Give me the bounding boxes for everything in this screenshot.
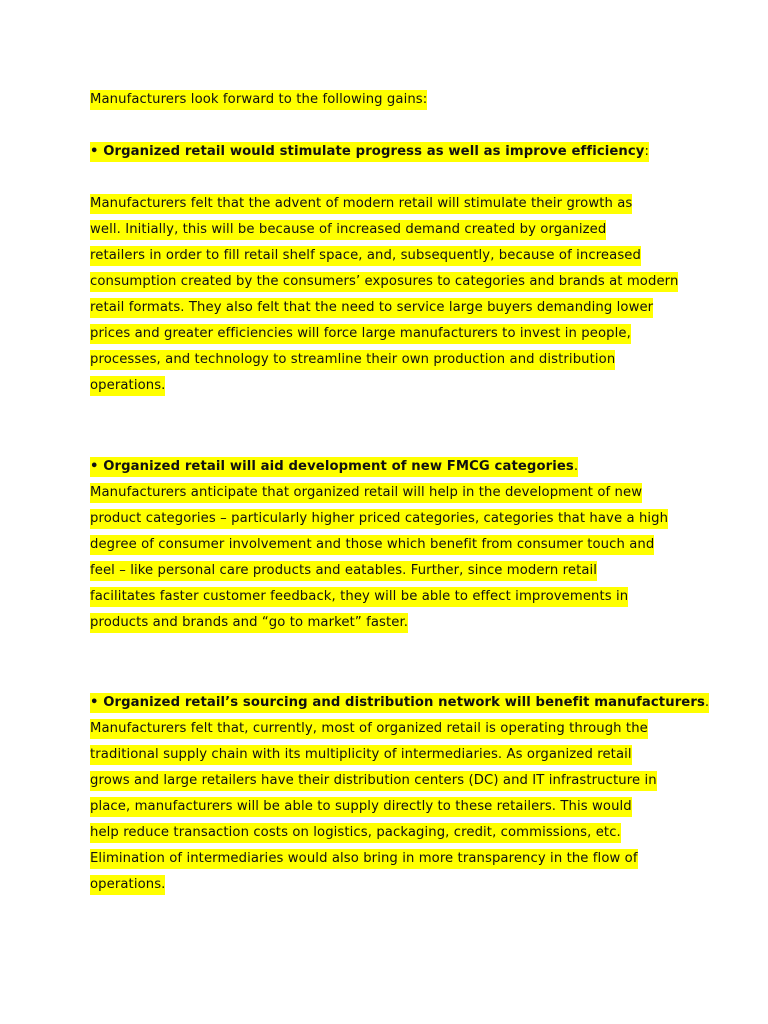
intro-line [90,90,427,110]
intro-text: Manufacturers look forward to the following gains: [90,90,427,110]
section-3-heading-text: • Organized retail’s sourcing and distribution network will benefit manufacturers [90,693,705,713]
section-3-line [90,745,632,765]
section-1-line-text: retail formats. They also felt that the need to service large buyers demanding lower [90,298,653,318]
section-1-line-text: well. Initially, this will be because of increased demand created by organized [90,220,606,240]
section-1-line [90,246,641,266]
section-1-line-text: Manufacturers felt that the advent of modern retail will stimulate their growth as [90,194,632,214]
section-1-line [90,350,615,370]
section-1-line [90,324,631,344]
section-1-line-text: prices and greater efficiencies will force large manufacturers to invest in people, [90,324,631,344]
section-3-line [90,771,657,791]
section-2-line-text: Manufacturers anticipate that organized retail will help in the development of new [90,483,642,503]
section-2-line-text: products and brands and “go to market” faster. [90,613,408,633]
section-2-line [90,483,642,503]
section-1-line [90,376,165,396]
section-2-line-text: feel – like personal care products and eatables. Further, since modern retail [90,561,597,581]
section-3-heading [90,693,709,713]
section-3-line [90,823,621,843]
section-1-line-text: retailers in order to fill retail shelf space, and, subsequently, because of increased [90,246,641,266]
section-1-line-text: consumption created by the consumers’ exposures to categories and brands at modern [90,272,678,292]
section-3-line-text: traditional supply chain with its multiplicity of intermediaries. As organized retail [90,745,632,765]
section-1-line [90,298,653,318]
section-2-line [90,613,408,633]
section-3-line-text: operations. [90,875,165,895]
section-2-line [90,535,654,555]
section-2-line-text: facilitates faster customer feedback, they will be able to effect improvements in [90,587,628,607]
section-1-line-text: processes, and technology to streamline their own production and distribution [90,350,615,370]
section-2-heading [90,457,578,477]
section-1-line [90,272,678,292]
section-3-line [90,797,632,817]
section-3-line-text: Elimination of intermediaries would also bring in more transparency in the flow of [90,849,638,869]
section-3-line [90,719,648,739]
section-3-line-text: grows and large retailers have their distribution centers (DC) and IT infrastructure in [90,771,657,791]
section-3-line-text: place, manufacturers will be able to supply directly to these retailers. This would [90,797,632,817]
section-1-line [90,194,632,214]
section-2-line-text: product categories – particularly higher priced categories, categories that have a high [90,509,668,529]
section-2-heading-suffix: . [574,457,578,477]
section-1-line [90,220,606,240]
section-3-line [90,875,165,895]
section-1-heading [90,142,649,162]
section-2-line [90,587,628,607]
section-3-line [90,849,638,869]
section-1-line-text: operations. [90,376,165,396]
section-3-line-text: Manufacturers felt that, currently, most of organized retail is operating through the [90,719,648,739]
section-1-heading-suffix: : [645,142,650,162]
section-3-line-text: help reduce transaction costs on logistics, packaging, credit, commissions, etc. [90,823,621,843]
section-2-heading-text: • Organized retail will aid development of new FMCG categories [90,457,574,477]
section-2-line [90,561,597,581]
section-2-line [90,509,668,529]
section-3-heading-suffix: . [705,693,709,713]
section-2-line-text: degree of consumer involvement and those which benefit from consumer touch and [90,535,654,555]
section-1-heading-text: • Organized retail would stimulate progress as well as improve efficiency [90,142,645,162]
